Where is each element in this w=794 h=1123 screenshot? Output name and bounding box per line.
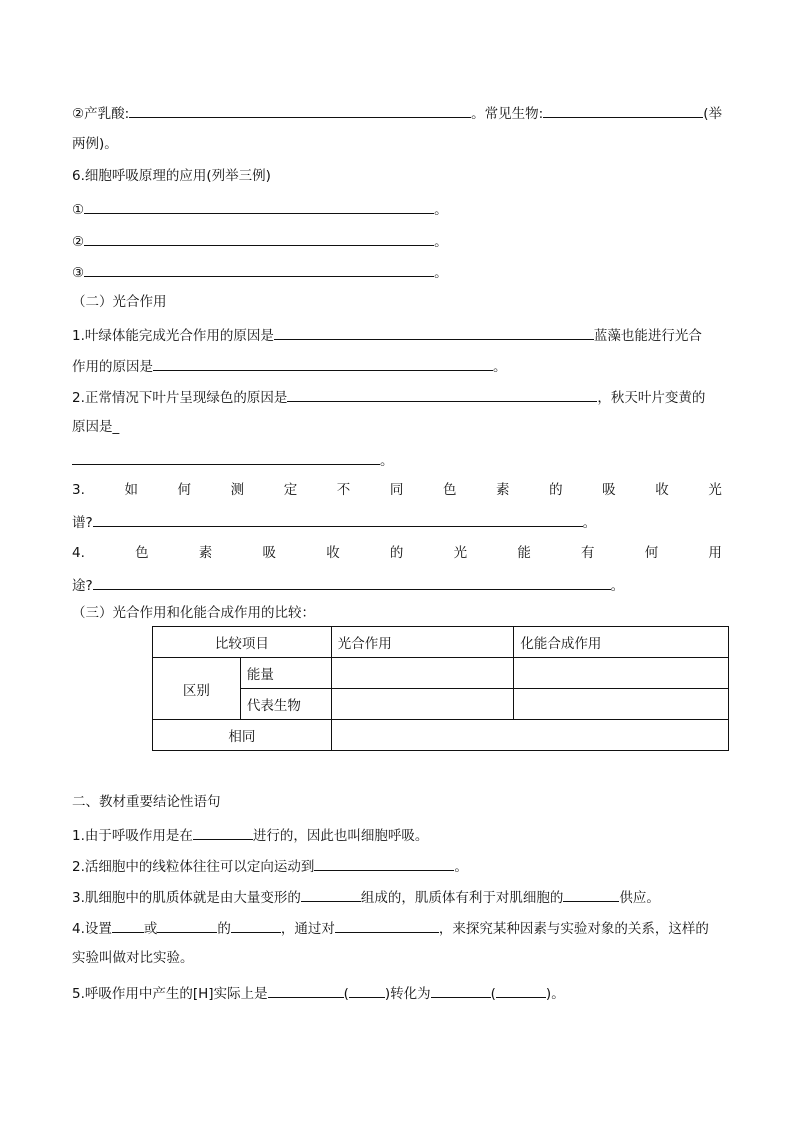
comparison-table [152,626,729,751]
answer-blank[interactable] [349,982,385,998]
s4-text: ，通过对 [280,921,335,937]
q5-item2-line [72,102,722,124]
answer-blank[interactable] [93,574,611,590]
answer-blank[interactable] [84,198,434,214]
answer-blank[interactable] [129,102,471,118]
s3-text: 供应。 [619,890,660,906]
header-photosynthesis: 光合作用 [331,627,514,658]
s5-text: ( [490,986,496,1002]
answer-blank[interactable] [112,917,144,933]
period: 。 [582,515,597,531]
table-row [153,658,729,689]
p4-char: 的 [389,545,404,561]
s1-line [72,824,428,846]
answer-blank[interactable] [301,886,361,902]
s1-text: 进行的，因此也叫细胞呼吸。 [252,828,429,844]
p4-char: 能 [517,545,531,561]
q6-item-1 [72,198,448,220]
answer-blank[interactable] [84,230,434,246]
p3-text: 谱? [72,515,93,531]
p1-line1 [72,324,702,346]
p3-char: 定 [283,482,298,498]
part2-title: 二、教材重要结论性语句 [72,794,221,810]
cell-blank[interactable] [331,689,514,720]
table-row [153,720,729,751]
s5-text: )。 [545,986,565,1002]
q6-title: 6.细胞呼吸原理的应用(列举三例) [72,168,271,184]
period: 。 [434,265,448,281]
p3-char: 色 [442,482,457,498]
s3-text: 3.肌细胞中的肌质体就是由大量变形的 [72,890,301,906]
s5-text: 5.呼吸作用中产生的[H]实际上是 [72,986,268,1002]
answer-blank[interactable] [496,982,546,998]
q6-item-marker: ② [72,234,85,250]
p1-line2 [72,355,507,377]
p3-char: 测 [230,482,245,498]
p4-line1 [72,543,722,563]
answer-blank[interactable] [563,886,619,902]
p3-line2 [72,511,596,533]
p4-char: 有 [581,545,595,561]
table-row [153,627,729,658]
p4-char: 色 [135,545,149,561]
s2-line [72,855,468,877]
answer-blank[interactable] [84,261,434,277]
s4-text: 的 [217,921,231,937]
q6-item-3 [72,261,448,283]
q5-item2-mid: 。常见生物: [471,106,544,122]
p3-char: 不 [336,482,351,498]
p4-char: 吸 [262,545,276,561]
p4-char: 用 [708,545,722,561]
p3-char: 素 [496,482,510,498]
p4-char: 收 [326,545,340,561]
answer-blank[interactable] [543,102,703,118]
s4-text: 4.设置 [72,921,112,937]
period: 。 [454,859,468,875]
p2-line1 [72,386,705,408]
p3-char: 如 [124,482,138,498]
period: 。 [434,202,448,218]
answer-blank[interactable] [231,917,281,933]
s3-line [72,886,660,908]
q5-item2-label: ②产乳酸: [72,106,130,122]
answer-blank[interactable] [335,917,439,933]
p1-text: 蓝藻也能进行光合 [593,328,702,344]
p4-line2 [72,574,624,596]
row-label-energy: 能量 [240,658,331,689]
s5-line [72,982,565,1004]
answer-blank[interactable] [314,855,454,871]
section-comparison-title: （三）光合作用和化能合成作用的比较： [72,605,315,621]
p2-line3 [72,449,394,471]
period: 。 [493,359,507,375]
cell-blank[interactable] [514,658,729,689]
answer-blank[interactable] [274,324,594,340]
period: 。 [380,453,394,469]
p3-char: 3. [72,482,85,498]
answer-blank[interactable] [157,917,217,933]
q6-item-marker: ③ [72,265,85,281]
s4-text: ，来探究某种因素与实验对象的关系，这样的 [438,921,709,937]
s1-text: 1.由于呼吸作用是在 [72,828,193,844]
cell-blank[interactable] [331,720,728,751]
p3-char: 何 [177,482,192,498]
answer-blank[interactable] [93,511,583,527]
q5-item2-cont: 两例)。 [72,136,118,152]
p4-char: 素 [198,545,213,561]
row-label-same: 相同 [153,720,332,751]
cell-blank[interactable] [514,689,729,720]
p3-char: 的 [549,482,563,498]
p2-text: 2.正常情况下叶片呈现绿色的原因是 [72,390,288,406]
s5-text: )转化为 [384,986,431,1002]
p4-char: 4. [72,545,85,561]
period: 。 [610,578,625,594]
s5-text: ( [343,986,349,1002]
q6-item-2 [72,230,448,252]
answer-blank[interactable] [153,355,493,371]
s4-text: 或 [143,921,158,937]
header-chemosynthesis: 化能合成作用 [514,627,729,658]
row-label-organism: 代表生物 [240,689,331,720]
s3-text: 组成的，肌质体有利于对肌细胞的 [360,890,564,906]
p3-char: 收 [655,482,669,498]
q6-item-marker: ① [72,202,85,218]
q5-item2-tail: (举 [703,106,722,122]
answer-blank[interactable] [193,824,253,840]
p3-line1 [72,480,722,500]
period: 。 [434,234,448,250]
p4-char: 光 [453,545,468,561]
p4-char: 何 [644,545,659,561]
answer-blank[interactable] [72,449,380,465]
p2-text: ，秋天叶片变黄的 [597,390,706,406]
p2-line2: 原因是_ [72,419,120,435]
p3-char: 同 [389,482,404,498]
s2-text: 2.活细胞中的线粒体往往可以定向运动到 [72,859,315,875]
s4-line2: 实验叫做对比实验。 [72,950,194,966]
header-compare-item: 比较项目 [153,627,332,658]
p1-text: 1.叶绿体能完成光合作用的原因是 [72,328,274,344]
p4-text: 途? [72,578,93,594]
section-photosynthesis-title: （二）光合作用 [72,294,167,310]
answer-blank[interactable] [268,982,344,998]
p3-char: 光 [708,482,722,498]
cell-blank[interactable] [331,658,514,689]
p3-char: 吸 [602,482,616,498]
s4-line1 [72,917,709,939]
p1-text: 作用的原因是 [72,359,153,375]
row-label-difference: 区别 [153,658,241,720]
answer-blank[interactable] [287,386,597,402]
answer-blank[interactable] [431,982,491,998]
